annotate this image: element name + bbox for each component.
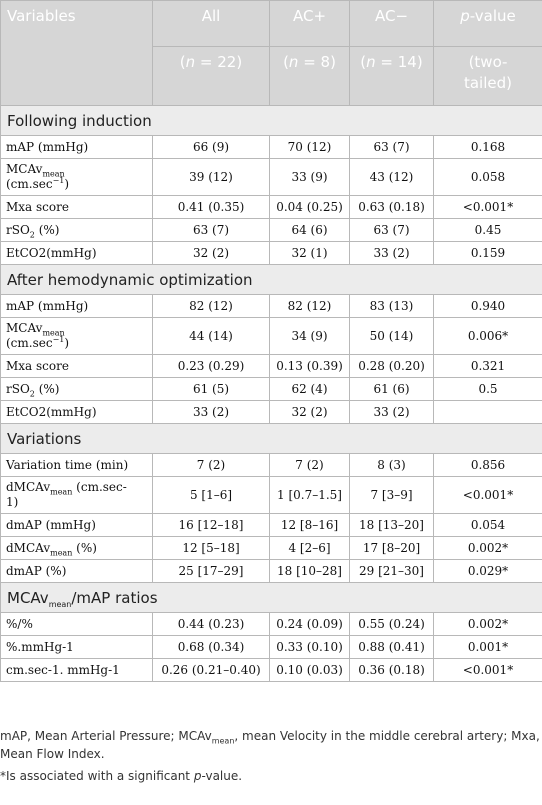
cell-all: 0.26 (0.21–0.40): [153, 659, 270, 682]
cell-all: 0.41 (0.35): [153, 196, 270, 219]
row-label: Mxa score: [1, 196, 153, 219]
footnote-significance: *Is associated with a significant p-value.: [0, 769, 243, 783]
cell-acpos: 33 (9): [270, 159, 350, 196]
table-row: [1, 378, 542, 401]
header-pvalue: p-value: [434, 1, 542, 47]
cell-acpos: 0.13 (0.39): [270, 355, 350, 378]
table-row: [1, 242, 542, 265]
cell-acpos: 1 [0.7–1.5]: [270, 477, 350, 514]
cell-all: 63 (7): [153, 219, 270, 242]
header-all: All: [153, 1, 270, 47]
table-row: [1, 454, 542, 477]
cell-pvalue: [434, 401, 542, 424]
table-row: [1, 514, 542, 537]
row-label: dMCAv$_{mean}$ (%): [1, 537, 153, 560]
cell-all: 44 (14): [153, 318, 270, 355]
cell-all: 5 [1–6]: [153, 477, 270, 514]
cell-pvalue: 0.45: [434, 219, 542, 242]
cell-all: 16 [12–18]: [153, 514, 270, 537]
cell-pvalue: 0.029*: [434, 560, 542, 583]
cell-acpos: 18 [10–28]: [270, 560, 350, 583]
section-row: [1, 106, 542, 136]
cell-acneg: 63 (7): [350, 219, 434, 242]
table-row: [1, 477, 542, 514]
row-label: EtCO2(mmHg): [1, 242, 153, 265]
cell-acneg: 0.36 (0.18): [350, 659, 434, 682]
header-n-all: (n = 22): [153, 47, 270, 106]
header-variables: Variables: [1, 1, 153, 47]
cell-all: 0.68 (0.34): [153, 636, 270, 659]
table-row: [1, 636, 542, 659]
cell-pvalue: 0.001*: [434, 636, 542, 659]
cell-acpos: 64 (6): [270, 219, 350, 242]
cell-pvalue: 0.940: [434, 295, 542, 318]
cell-acpos: 62 (4): [270, 378, 350, 401]
cell-acneg: 0.28 (0.20): [350, 355, 434, 378]
cell-pvalue: 0.168: [434, 136, 542, 159]
cell-pvalue: 0.058: [434, 159, 542, 196]
cell-acneg: 33 (2): [350, 401, 434, 424]
row-label: dmAP (mmHg): [1, 514, 153, 537]
cell-all: 66 (9): [153, 136, 270, 159]
header-ac-neg: AC−: [350, 1, 434, 47]
section-row: [1, 583, 542, 613]
cell-pvalue: 0.002*: [434, 613, 542, 636]
cell-pvalue: <0.001*: [434, 659, 542, 682]
cell-acneg: 43 (12): [350, 159, 434, 196]
section-row: [1, 424, 542, 454]
footnote-abbreviations: mAP, Mean Arterial Pressure; MCAv$_{mean}$, mean Velocity in the middle cerebral artery; Mxa, Mean Flow Index.: [0, 729, 540, 761]
cell-acneg: 18 [13–20]: [350, 514, 434, 537]
cell-acneg: 50 (14): [350, 318, 434, 355]
section-row: [1, 265, 542, 295]
cell-acpos: 7 (2): [270, 454, 350, 477]
table-row: [1, 295, 542, 318]
cell-acneg: 0.55 (0.24): [350, 613, 434, 636]
table-row: [1, 196, 542, 219]
row-label: rSO$_2$ (%): [1, 378, 153, 401]
cell-acneg: 83 (13): [350, 295, 434, 318]
cell-pvalue: <0.001*: [434, 477, 542, 514]
row-label: cm.sec-1. mmHg-1: [1, 659, 153, 682]
cell-acneg: 17 [8–20]: [350, 537, 434, 560]
cell-acneg: 63 (7): [350, 136, 434, 159]
header-n-acpos: (n = 8): [270, 47, 350, 106]
row-label: MCAv$_{mean}$ $(cm.\sec^{-1})$: [1, 159, 153, 196]
cell-all: 32 (2): [153, 242, 270, 265]
table-row: [1, 219, 542, 242]
cell-pvalue: <0.001*: [434, 196, 542, 219]
cell-acpos: 34 (9): [270, 318, 350, 355]
cell-acpos: 82 (12): [270, 295, 350, 318]
header-n-acneg: (n = 14): [350, 47, 434, 106]
table-row: [1, 355, 542, 378]
row-label: MCAv$_{mean}$ $(cm.\sec^{-1})$: [1, 318, 153, 355]
row-label: dmAP (%): [1, 560, 153, 583]
cell-acpos: 32 (2): [270, 401, 350, 424]
cell-acneg: 29 [21–30]: [350, 560, 434, 583]
cell-pvalue: 0.006*: [434, 318, 542, 355]
cell-all: 33 (2): [153, 401, 270, 424]
table-row: [1, 318, 542, 355]
row-label: mAP (mmHg): [1, 136, 153, 159]
header-two-tailed: (two- tailed): [434, 47, 542, 106]
table-row: [1, 560, 542, 583]
cell-acpos: 32 (1): [270, 242, 350, 265]
header-blank: [1, 47, 153, 106]
cell-acpos: 70 (12): [270, 136, 350, 159]
table-row: [1, 136, 542, 159]
row-label: rSO$_2$ (%): [1, 219, 153, 242]
row-label: Mxa score: [1, 355, 153, 378]
cell-acpos: 4 [2–6]: [270, 537, 350, 560]
cell-all: 0.44 (0.23): [153, 613, 270, 636]
cell-pvalue: 0.002*: [434, 537, 542, 560]
cell-acpos: 12 [8–16]: [270, 514, 350, 537]
row-label: %.mmHg-1: [1, 636, 153, 659]
cell-all: 25 [17–29]: [153, 560, 270, 583]
table-row: [1, 659, 542, 682]
row-label: mAP (mmHg): [1, 295, 153, 318]
header-row-1: [1, 1, 542, 47]
cell-acpos: 0.33 (0.10): [270, 636, 350, 659]
table-footnotes: [0, 727, 542, 785]
cell-acneg: 61 (6): [350, 378, 434, 401]
cell-all: 39 (12): [153, 159, 270, 196]
cell-pvalue: 0.159: [434, 242, 542, 265]
section-title: Variations: [1, 424, 542, 454]
row-label: %/%: [1, 613, 153, 636]
cell-acneg: 7 [3–9]: [350, 477, 434, 514]
table-row: [1, 401, 542, 424]
cell-all: 12 [5–18]: [153, 537, 270, 560]
cell-pvalue: 0.054: [434, 514, 542, 537]
cell-all: 61 (5): [153, 378, 270, 401]
section-title: Following induction: [1, 106, 542, 136]
row-label: dMCAv$_{mean}$ (cm.sec- 1): [1, 477, 153, 514]
cell-acneg: 33 (2): [350, 242, 434, 265]
cell-pvalue: 0.5: [434, 378, 542, 401]
table-row: [1, 613, 542, 636]
cell-acpos: 0.04 (0.25): [270, 196, 350, 219]
cell-acneg: 0.88 (0.41): [350, 636, 434, 659]
cell-acpos: 0.24 (0.09): [270, 613, 350, 636]
cell-all: 7 (2): [153, 454, 270, 477]
row-label: EtCO2(mmHg): [1, 401, 153, 424]
table-row: [1, 537, 542, 560]
cell-pvalue: 0.321: [434, 355, 542, 378]
cell-pvalue: 0.856: [434, 454, 542, 477]
cell-acneg: 8 (3): [350, 454, 434, 477]
header-ac-pos: AC+: [270, 1, 350, 47]
cell-all: 0.23 (0.29): [153, 355, 270, 378]
cell-acpos: 0.10 (0.03): [270, 659, 350, 682]
table-row: [1, 159, 542, 196]
section-title: After hemodynamic optimization: [1, 265, 542, 295]
row-label: Variation time (min): [1, 454, 153, 477]
header-row-2: [1, 47, 542, 106]
section-title: MCAv$_{mean}$/mAP ratios: [1, 583, 542, 613]
cell-acneg: 0.63 (0.18): [350, 196, 434, 219]
cell-all: 82 (12): [153, 295, 270, 318]
